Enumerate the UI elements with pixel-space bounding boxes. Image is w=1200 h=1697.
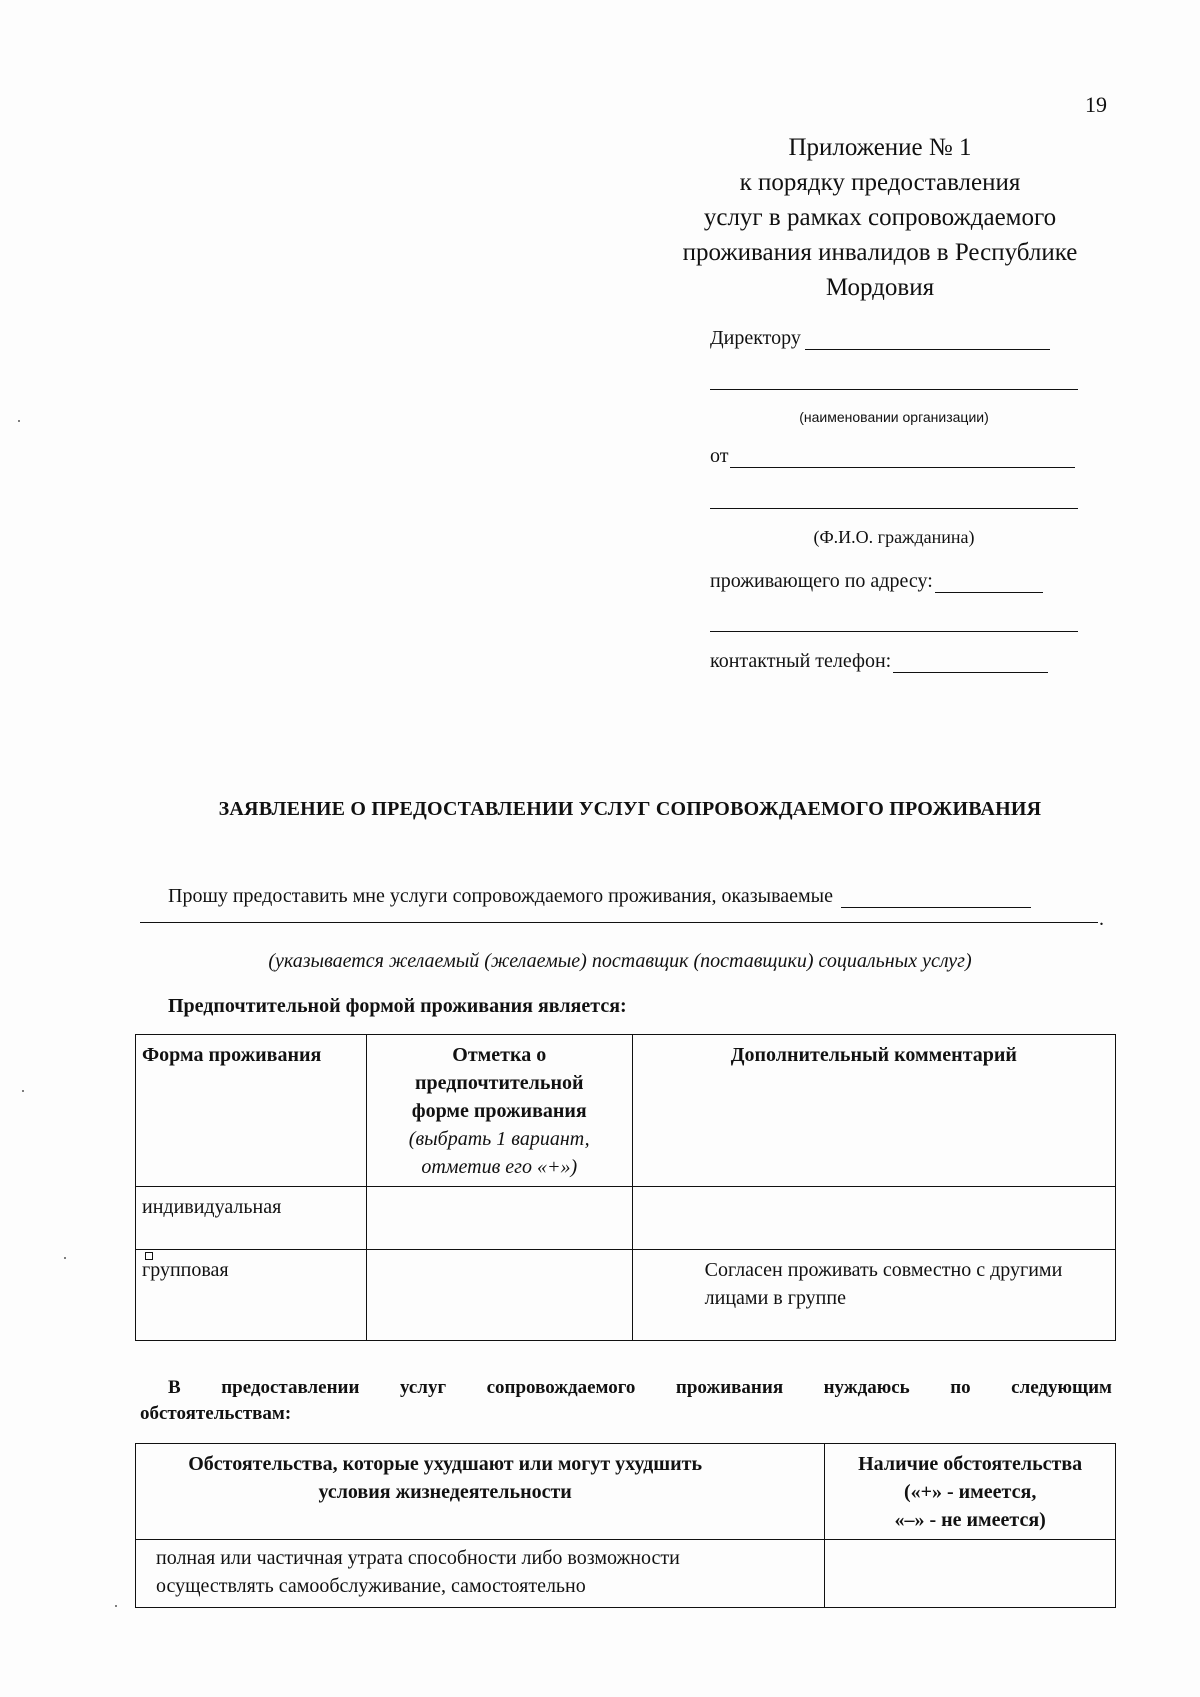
needs-line1 (140, 1375, 1112, 1401)
address-blank[interactable] (935, 572, 1043, 593)
header-form: Форма проживания (136, 1035, 367, 1187)
needs-word: услуг (399, 1377, 447, 1398)
scan-speck (18, 420, 20, 422)
table-header-row (136, 1035, 1116, 1187)
appendix-line: к порядку предоставления (739, 169, 1021, 196)
needs-word: нуждаюсь (823, 1377, 910, 1398)
header-mark (366, 1035, 632, 1187)
circumstances-table (135, 1443, 1116, 1608)
provider-blank-line2[interactable] (140, 922, 1098, 923)
provider-blank[interactable] (841, 887, 1031, 908)
scan-speck (115, 1605, 117, 1607)
header-presence-line: «–» - не имеется) (894, 1509, 1046, 1531)
circumstance-cell (136, 1540, 825, 1608)
preferred-form-heading: Предпочтительной формой проживания является: (168, 995, 627, 1017)
form-cell-wrapper (136, 1250, 367, 1341)
from-row (710, 445, 1075, 468)
table-row (136, 1540, 1116, 1608)
address-row (710, 570, 1043, 593)
header-presence (825, 1444, 1116, 1540)
mark-cell[interactable] (366, 1250, 632, 1341)
phone-row (710, 650, 1048, 673)
preferred-form-table (135, 1034, 1116, 1341)
mark-cell[interactable] (366, 1187, 632, 1250)
table-row (136, 1187, 1116, 1250)
director-label: Директору (710, 327, 801, 349)
needs-paragraph (140, 1375, 1112, 1427)
address-blank-line2[interactable] (710, 631, 1078, 632)
address-label: проживающего по адресу: (710, 570, 933, 592)
header-presence-line: («+» - имеется, (903, 1481, 1037, 1503)
header-mark-note: (выбрать 1 вариант, отметив его «+») (408, 1128, 590, 1178)
checkbox-icon (145, 1252, 153, 1260)
scan-speck (64, 1257, 66, 1259)
organization-blank[interactable] (710, 389, 1078, 390)
needs-line2: обстоятельствам: (140, 1403, 292, 1424)
provider-hint: (указывается желаемый (желаемые) поставщик (поставщики) социальных услуг) (268, 950, 972, 972)
document-title: ЗАЯВЛЕНИЕ О ПРЕДОСТАВЛЕНИИ УСЛУГ СОПРОВОЖДАЕМОГО ПРОЖИВАНИЯ (218, 798, 1042, 820)
comment-cell: Согласен проживать совместно с другими лицами в группе (632, 1250, 1115, 1341)
director-blank[interactable] (805, 329, 1050, 350)
header-mark-title: Отметка о предпочтительной форме проживания (411, 1044, 587, 1122)
scan-speck (22, 1090, 24, 1092)
circumstance-text: полная или частичная утрата способности либо возможности осуществлять самообслуживание, самостоятельно (156, 1547, 680, 1597)
citizen-name-blank[interactable] (710, 508, 1078, 509)
organization-hint: (наименовании организации) (799, 409, 989, 425)
request-end-dot: . (1099, 908, 1104, 930)
request-row (168, 885, 1031, 908)
comment-cell (632, 1187, 1115, 1250)
header-circumstances-text: Обстоятельства, которые ухудшают или могут ухудшить условия жизнедеятельности (188, 1453, 703, 1503)
director-row (710, 327, 1050, 350)
citizen-name-hint: (Ф.И.О. гражданина) (813, 527, 975, 547)
appendix-line: Приложение № 1 (788, 134, 972, 161)
needs-word: проживания (675, 1377, 784, 1398)
table-header-row (136, 1444, 1116, 1540)
appendix-line: проживания инвалидов в Республике (682, 239, 1078, 266)
phone-blank[interactable] (893, 652, 1048, 673)
needs-word: предоставлении (221, 1377, 360, 1398)
from-blank[interactable] (730, 447, 1075, 468)
appendix-line: Мордовия (825, 274, 935, 301)
page-number: 19 (1085, 92, 1107, 117)
request-text: Прошу предоставить мне услуги сопровождаемого проживания, оказываемые (168, 885, 833, 907)
from-label: от (710, 445, 729, 467)
needs-word: по (950, 1377, 971, 1398)
appendix-line: услуг в рамках сопровождаемого (703, 204, 1057, 231)
needs-word: сопровождаемого (486, 1377, 636, 1398)
appendix-header (645, 130, 1115, 305)
header-comment: Дополнительный комментарий (632, 1035, 1115, 1187)
header-circumstances (136, 1444, 825, 1540)
presence-cell[interactable] (825, 1540, 1116, 1608)
form-cell: групповая (142, 1259, 229, 1281)
form-cell: индивидуальная (136, 1187, 367, 1250)
needs-word: следующим (1011, 1377, 1112, 1398)
header-presence-line: Наличие обстоятельства (858, 1453, 1083, 1475)
phone-label: контактный телефон: (710, 650, 892, 672)
needs-word: В (168, 1377, 181, 1398)
table-row (136, 1250, 1116, 1341)
